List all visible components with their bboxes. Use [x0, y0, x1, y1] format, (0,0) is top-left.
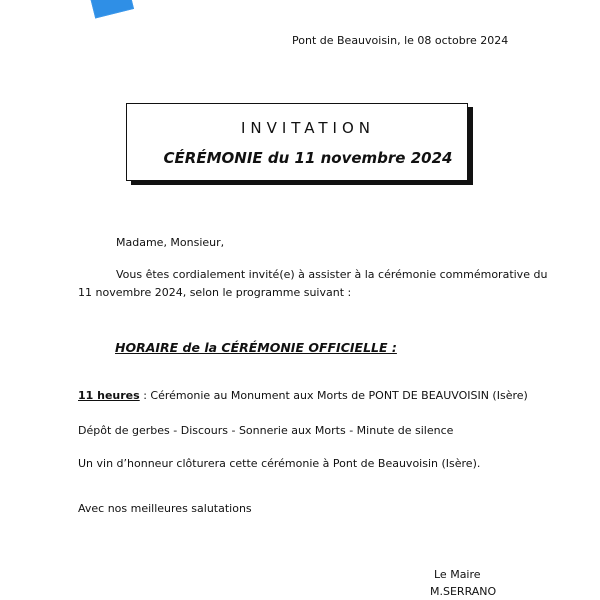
- document-title: INVITATION: [240, 119, 376, 137]
- activities-line: Dépôt de gerbes - Discours - Sonnerie aux Morts - Minute de silence: [78, 424, 454, 437]
- event-title: CÉRÉMONIE du 11 novembre 2024: [163, 149, 453, 167]
- signer-title: Le Maire: [434, 568, 481, 581]
- intro-line-1: Vous êtes cordialement invité(e) à assister à la cérémonie commémorative du: [116, 268, 548, 281]
- salutation: Madame, Monsieur,: [116, 236, 225, 249]
- schedule-line: [78, 389, 528, 402]
- regards: Avec nos meilleures salutations: [78, 502, 252, 515]
- schedule-heading: HORAIRE de la CÉRÉMONIE OFFICIELLE :: [115, 340, 397, 355]
- place-date: Pont de Beauvoisin, le 08 octobre 2024: [292, 34, 509, 47]
- title-box: [126, 103, 468, 181]
- schedule-time: 11 heures: [78, 389, 140, 402]
- signer-name: M.SERRANO: [430, 585, 497, 598]
- corner-stamp-mark: [90, 0, 134, 19]
- schedule-event: : Cérémonie au Monument aux Morts de PONT DE BEAUVOISIN (Isère): [139, 389, 528, 402]
- intro-line-2: 11 novembre 2024, selon le programme suivant :: [78, 286, 352, 299]
- reception-note: Un vin d’honneur clôturera cette cérémonie à Pont de Beauvoisin (Isère).: [78, 457, 481, 470]
